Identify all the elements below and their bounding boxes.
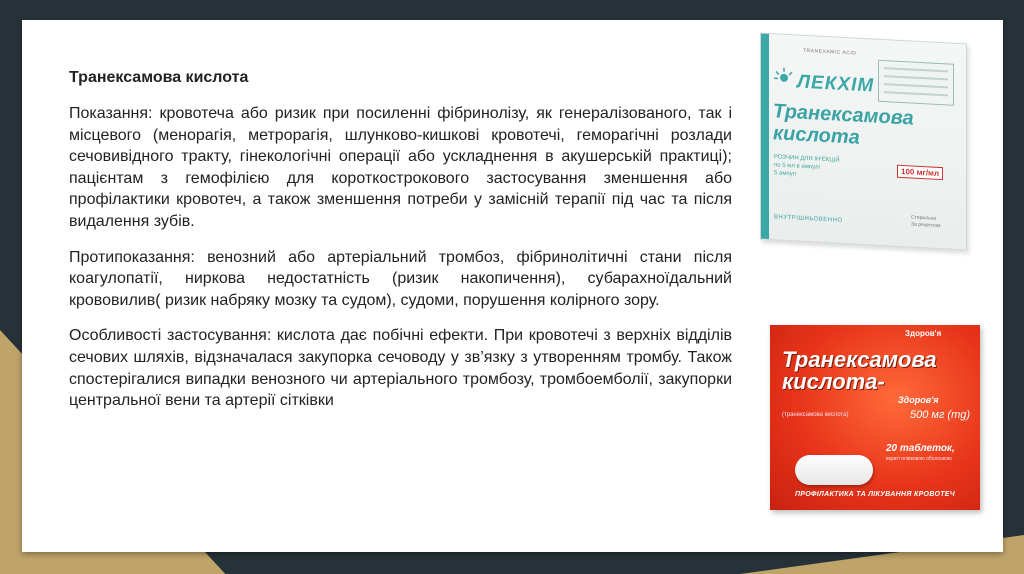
package-route: ВНУТРІШНЬОВЕННО: [774, 214, 843, 224]
package-brand: Здоров'я: [898, 395, 939, 405]
contraindications-paragraph: Протипоказання: венозний або артеріальний тромбоз, фібринолітичні стани після коагулопатії, ниркова недостатність (ризик накопичення), субарахноїдальний крововилив( ризик набряку мозку та судом), судоми, порушення колірного зору.: [69, 248, 732, 309]
sun-logo-icon: [773, 66, 795, 89]
package-drug-name: Транексамова кислота: [773, 100, 914, 149]
indications-paragraph: Показання: кровотеча або ризик при посиленні фібринолізу, як генералізованого, так і місцевого (менорагія, метрорагія, шлунково-кишкові кровотечі, геморагічні розлади сечовивідного тракту, гінекологічні операції або ускладнення в акушерській практиці); пацієнтам з гемофілією для короткострокового застосування зменшення або профілактики кровотеч, а також зменшення потреби у замісній терапії під час та після видалення зубів.: [69, 105, 732, 230]
package-dose: 100 мг/мл: [897, 165, 943, 180]
usage-notes-paragraph: Особливості застосування: кислота дає побічні ефекти. При кровотечі з верхніх відділів сечових шляхів, відзначалася закупорка сечоводу у зв’язку з утворенням тромбу. Також спостерігалися випадки венозного чи артеріального тромбозу, тромбоемболії, закупорки центральної вени та артерії сітківки: [69, 327, 732, 410]
package-brand: ЛЕКХІМ: [797, 71, 875, 97]
package-logo: Здоров'я: [905, 329, 942, 338]
package-note: [911, 214, 941, 230]
package-form: [774, 153, 840, 180]
package-note-line: Стерильно: [911, 214, 937, 222]
slide-title: Транексамова кислота: [69, 69, 249, 86]
tablet-image: [795, 455, 873, 485]
package-form-line: РОЗЧИН ДЛЯ ІН'ЄКЦІЙ: [774, 154, 840, 164]
package-form-line: 5 ампул: [774, 170, 797, 178]
package-dose: 500 мг (mg): [910, 409, 971, 421]
text-column: [69, 68, 732, 426]
package-image-zdorovya: [770, 325, 980, 510]
package-substance: (транексамова кислота): [782, 412, 849, 418]
package-info-box: [878, 60, 954, 106]
package-stripe: [761, 34, 769, 239]
package-tagline: ПРОФІЛАКТИКА ТА ЛІКУВАННЯ КРОВОТЕЧ: [794, 491, 956, 498]
package-form-line: по 5 мл в ампулі: [774, 162, 820, 171]
package-image-lekhim: [760, 33, 967, 251]
package-count: 20 таблеток,: [886, 443, 955, 454]
package-note-line: За рецептом: [911, 221, 941, 230]
package-drug-name: Транексамова кислота-: [782, 347, 937, 394]
package-count-note: вкриті плівковою оболонкою: [886, 456, 952, 462]
package-latin-name: TRANEXAMIC ACID: [803, 47, 857, 57]
